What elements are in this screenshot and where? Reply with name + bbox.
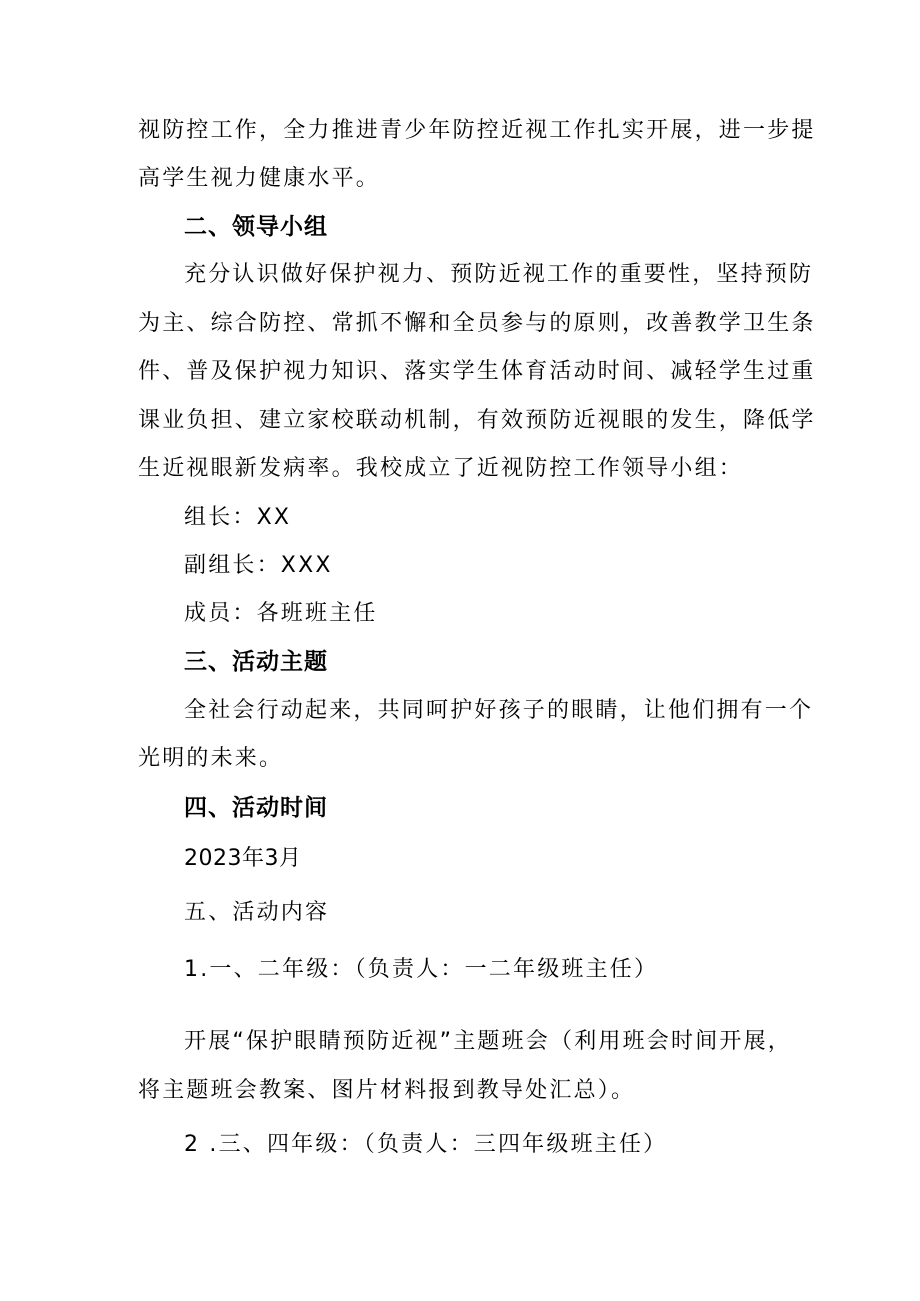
paragraph-line: 生近视眼新发病率。我校成立了近视防控工作领导小组： xyxy=(138,456,744,481)
paragraph-line: 为主、综合防控、常抓不懈和全员参与的原则，改善教学卫生条 xyxy=(138,311,816,336)
paragraph-line: 课业负担、建立家校联动机制，有效预防近视眼的发生，降低学 xyxy=(138,408,816,433)
paragraph-line: 全社会行动起来，共同呵护好孩子的眼睛，让他们拥有一个 xyxy=(184,698,814,723)
body-text-line: 视防控工作，全力推进青少年防控近视工作扎实开展，进一步提 xyxy=(138,118,816,143)
deputy-leader-line: 副组长：XXX xyxy=(184,553,333,578)
paragraph-line: 开展“保护眼睛预防近视”主题班会（利用班会时间开展， xyxy=(184,1029,792,1054)
body-text-line: 高学生视力健康水平。 xyxy=(138,166,381,191)
paragraph-line: 充分认识做好保护视力、预防近视工作的重要性，坚持预防 xyxy=(184,262,814,287)
section-heading-content: 五、活动内容 xyxy=(184,900,330,925)
section-heading-time: 四、活动时间 xyxy=(184,795,328,821)
paragraph-line: 将主题班会教案、图片材料报到教导处汇总）。 xyxy=(138,1078,636,1103)
section-heading-theme: 三、活动主题 xyxy=(184,649,328,675)
item-title-grade-3-4: 2 .三、四年级：（负责人：三四年级班主任） xyxy=(184,1132,668,1157)
group-leader-line: 组长：XX xyxy=(184,505,292,530)
activity-date: 2023年3月 xyxy=(184,846,302,871)
paragraph-line: 件、普及保护视力知识、落实学生体育活动时间、减轻学生过重 xyxy=(138,359,816,384)
item-title-grade-1-2: 1.一、二年级：（负责人：一二年级班主任） xyxy=(184,957,659,982)
members-line: 成员：各班班主任 xyxy=(184,601,378,626)
paragraph-line: 光明的未来。 xyxy=(138,746,284,771)
section-heading-leadership: 二、领导小组 xyxy=(184,214,328,240)
